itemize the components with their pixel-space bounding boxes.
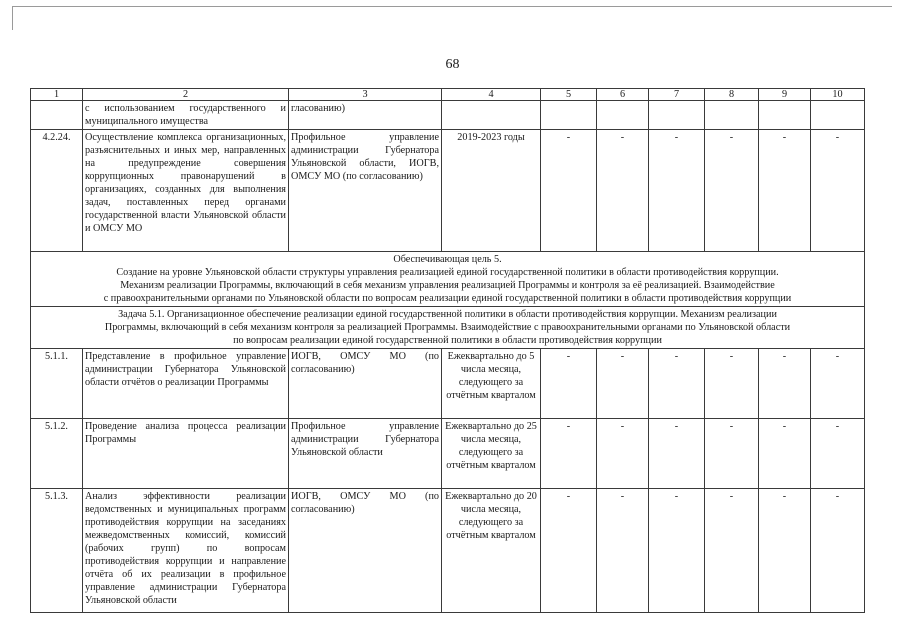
row-value: - (705, 130, 759, 252)
row-number (31, 101, 83, 130)
goal-text: Создание на уровне Ульяновской области структуры управления реализацией единой государственной политики в области противодействия коррупции. (116, 267, 779, 278)
row-value (597, 101, 649, 130)
row-executor: ИОГВ, ОМСУ МО (по согласованию) (289, 489, 442, 613)
table-row-5-1-1 (31, 349, 865, 419)
column-header: 1 (31, 89, 83, 101)
row-value (541, 101, 597, 130)
row-value: - (811, 419, 865, 489)
goal-title: Обеспечивающая цель 5. (393, 254, 502, 265)
row-term: Ежеквартально до 25 числа месяца, следующего за отчётным кварталом (442, 419, 541, 489)
row-executor: Профильное управление администрации Губернатора Ульяновской области (289, 419, 442, 489)
row-term: Ежеквартально до 20 числа месяца, следующего за отчётным кварталом (442, 489, 541, 613)
row-value: - (541, 489, 597, 613)
row-executor: ИОГВ, ОМСУ МО (по согласованию) (289, 349, 442, 419)
row-name: Анализ эффективности реализации ведомственных и муниципальных программ противодействия коррупции на заседаниях межведомственных комиссий, комиссий (рабочих групп) по вопросам противодействия коррупции и направление отчёта об их реализации в профильное управление администрации Губернатора Ульяновской области (83, 489, 289, 613)
row-term (442, 101, 541, 130)
column-header: 9 (759, 89, 811, 101)
row-value: - (705, 349, 759, 419)
row-value: - (705, 419, 759, 489)
task-text: Программы, включающий в себя механизм контроля за реализацией Программы. Взаимодействие с правоохранительными органами по Ульяновской области (104, 322, 791, 333)
row-value: - (759, 489, 811, 613)
row-value: - (705, 489, 759, 613)
table-row-continuation (31, 101, 865, 130)
row-value (649, 101, 705, 130)
row-value (811, 101, 865, 130)
column-header: 5 (541, 89, 597, 101)
column-header: 7 (649, 89, 705, 101)
column-header: 2 (83, 89, 289, 101)
goal-section-row (31, 252, 865, 307)
row-value: - (597, 419, 649, 489)
task-section-row (31, 307, 865, 349)
row-name: Осуществление комплекса организационных, разъяснительных и иных мер, направленных на предупреждение совершения коррупционных правонарушений в организациях, созданных для выполнения задач, поставленных перед органами государственной власти Ульяновской области и ОМСУ МО (83, 130, 289, 252)
page-number: 68 (445, 57, 460, 72)
row-number: 4.2.24. (31, 130, 83, 252)
row-value: - (649, 419, 705, 489)
row-number: 5.1.2. (31, 419, 83, 489)
row-value: - (649, 349, 705, 419)
row-executor: гласованию) (289, 101, 442, 130)
row-number: 5.1.1. (31, 349, 83, 419)
row-value (705, 101, 759, 130)
table-row-4-2-24 (31, 130, 865, 252)
column-header: 8 (705, 89, 759, 101)
row-value: - (649, 130, 705, 252)
row-value: - (597, 489, 649, 613)
row-value: - (759, 349, 811, 419)
task-text: Задача 5.1. Организационное обеспечение реализации единой государственной политики в области противодействия коррупции. Механизм реализации (118, 309, 777, 320)
row-value: - (541, 419, 597, 489)
row-value: - (759, 130, 811, 252)
row-value (759, 101, 811, 130)
row-value: - (541, 130, 597, 252)
goal-text: Механизм реализации Программы, включающий в себя механизм управления реализацией Программы и контроля за её реализацией. Взаимодействие (120, 280, 775, 291)
row-term: 2019-2023 годы (442, 130, 541, 252)
table-row-5-1-3 (31, 489, 865, 613)
row-name: Проведение анализа процесса реализации Программы (83, 419, 289, 489)
column-header: 3 (289, 89, 442, 101)
row-number: 5.1.3. (31, 489, 83, 613)
row-value: - (811, 489, 865, 613)
column-header: 6 (597, 89, 649, 101)
goal-text: с правоохранительными органами по Ульяновской области по вопросам реализации единой государственной политики в области противодействия коррупции (103, 293, 792, 304)
program-table (30, 88, 865, 613)
row-name: Представление в профильное управление администрации Губернатора Ульяновской области отчётов о реализации Программы (83, 349, 289, 419)
scan-edge-top (12, 6, 892, 7)
column-header: 4 (442, 89, 541, 101)
table-row-5-1-2 (31, 419, 865, 489)
row-value: - (811, 130, 865, 252)
task-text: по вопросам реализации единой государственной политики в области противодействия коррупции (233, 335, 662, 346)
row-term: Ежеквартально до 5 числа месяца, следующего за отчётным кварталом (442, 349, 541, 419)
row-value: - (759, 419, 811, 489)
row-value: - (649, 489, 705, 613)
row-value: - (597, 349, 649, 419)
goal-section (31, 252, 865, 307)
column-header: 10 (811, 89, 865, 101)
column-header-row (31, 89, 865, 101)
row-value: - (541, 349, 597, 419)
row-name: с использованием государственного и муниципального имущества (83, 101, 289, 130)
row-value: - (811, 349, 865, 419)
row-executor: Профильное управление администрации Губернатора Ульяновской области, ИОГВ, ОМСУ МО (по согласованию) (289, 130, 442, 252)
scan-edge-left (12, 6, 13, 30)
task-section (31, 307, 865, 349)
row-value: - (597, 130, 649, 252)
